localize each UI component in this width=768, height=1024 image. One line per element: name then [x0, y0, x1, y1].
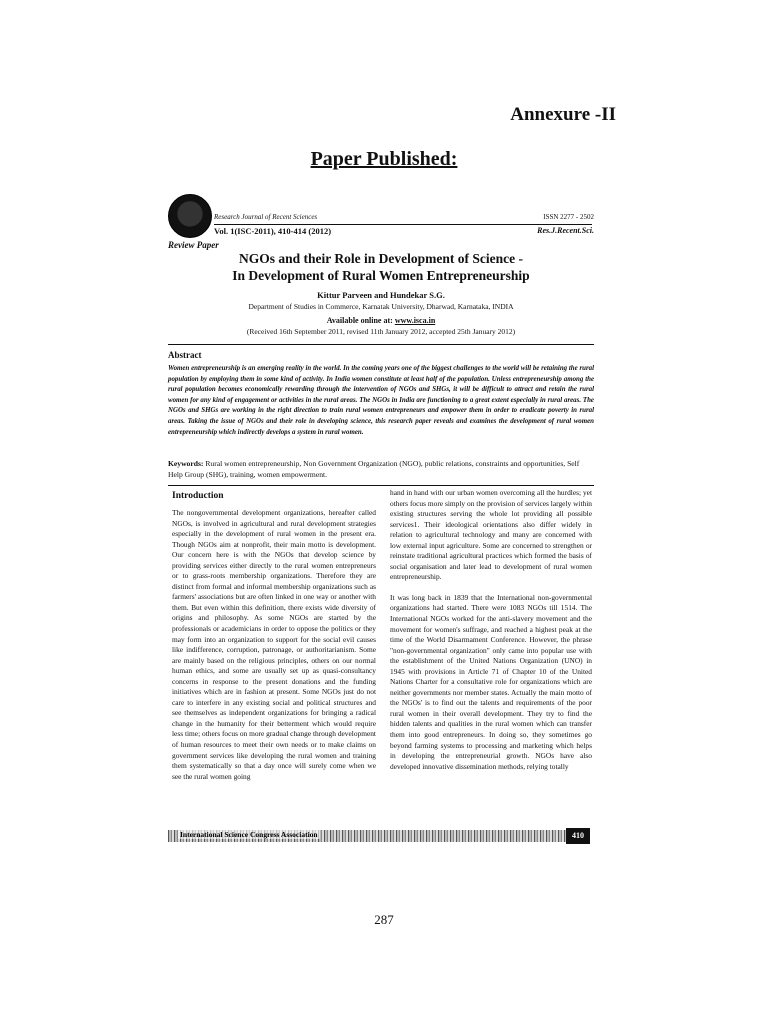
embedded-paper-page: [168, 190, 594, 842]
paper-title: [168, 250, 594, 284]
paper-authors: Kittur Parveen and Hundekar S.G.: [317, 290, 445, 300]
footer-text: International Science Congress Association: [180, 830, 318, 839]
journal-volume: Vol. 1(ISC-2011), 410-414 (2012): [214, 226, 332, 236]
abstract-top-rule: [168, 344, 594, 345]
journal-footer-bar: [168, 830, 578, 842]
body-paragraph: hand in hand with our urban women overcoming all the hurdles; yet others focus more simply on the provision of services largely within existing structures serving the whole lot providing all possible services1. Their ideological orientations also differ widely in relation to agricultural technology and many are concerned with low external input agriculture. Some are concerned to strengthen or reinstate traditional agricultural practices which formed the basis of social organisation and later lead to development of rural women entrepreneurship.: [390, 488, 592, 582]
review-paper-label: Review Paper: [168, 240, 219, 250]
journal-issn: ISSN 2277 - 2502: [543, 213, 594, 221]
received-dates: (Received 16th September 2011, revised 11th January 2012, accepted 25th January 2012): [246, 327, 516, 336]
journal-header-rule: [214, 224, 592, 225]
journal-seal-logo: [168, 194, 212, 238]
body-column-right: [390, 488, 592, 772]
keywords: [168, 458, 594, 480]
available-label: Available online at:: [326, 316, 393, 325]
keywords-text: Rural women entrepreneurship, Non Government Organization (NGO), public relations, constraints and opportunities, Self Help Group (SHG), training, women empowerment.: [168, 459, 580, 479]
journal-name: Research Journal of Recent Sciences: [214, 213, 318, 221]
available-online: [168, 316, 594, 325]
page-number: 287: [374, 912, 394, 927]
paper-title-line-1: NGOs and their Role in Development of Science -: [239, 251, 523, 266]
body-paragraph: It was long back in 1839 that the International non-governmental organizations had started. There were 1083 NGOs till 1514. The International NGOs worked for the anti-slavery movement and the movement for women's suffrage, and reached a highest peak at the time of the World Disarmament Conference. However, the phrase "non-governmental organization" only came into popular use with the establishment of the United Nations Organization (UNO) in 1945 with provisions in Article 71 of Chapter 10 of the United Nations Charter for a consultative role for organizations which are neither governments nor member states. Actually the main motto of the NGOs' is to find out the talents and requirements of the poor rural women in their overall development. They try to find the hidden talents and qualities in the rural women which can transfer them into good entrepreneurs. In doing so, they sometimes go beyond farming systems to processing and marketing which helps in developing the entrepreneurial growth. NGOs have also developed innovative dissemination methods, relying totally: [390, 592, 592, 771]
introduction-heading: Introduction: [172, 491, 224, 501]
annexure-label: Annexure -II: [510, 104, 616, 125]
inner-page-number: 410: [566, 828, 590, 844]
keywords-label: Keywords:: [168, 459, 204, 468]
abstract-heading: Abstract: [168, 350, 202, 360]
paper-title-line-2: In Development of Rural Women Entrepreneurship: [232, 268, 530, 283]
keywords-bottom-rule: [168, 485, 594, 486]
available-url[interactable]: www.isca.in: [394, 316, 436, 325]
paper-department: Department of Studies in Commerce, Karnatak University, Dharwad, Karnataka, INDIA: [248, 302, 514, 311]
journal-abbrev: Res.J.Recent.Sci.: [537, 226, 594, 235]
abstract-text: Women entrepreneurship is an emerging reality in the world. In the coming years one of the biggest challenges to the world will be retaining the rural population by employing them in some kind of activity. In India women constitute at least half of the population. Unless entrepreneurship among the rural population becomes economically rewarding through the intervention of NGOs and SHGs, it will be difficult to attract and retain the rural women for any kind of engagement or activities in the rural areas. The NGOs in India are functioning to a great extent especially in rural areas. The NGOs and SHGs are working in the right direction to train rural women entrepreneurs and empower them in order to eradicate poverty in rural areas. Taking the issue of NGOs and their role in developing science, this research paper reveals and examines the development of rural women entrepreneurship which indirectly develops a system in rural women.: [168, 365, 594, 436]
body-column-left: The nongovernmental development organizations, hereafter called NGOs, is involved in agricultural and rural development strategies especially in the development of rural women in the present era. Though NGOs aim at nonprofit, their main motto is development. Our concern here is with the NGOs that develop science by providing services either directly to the rural women entrepreneurs or to grass-roots membership organizations. Therefore they are distinct from formal and informal membership organizations such as farmers' associations but are often linked in one way or another with them. But even within this definition, there exists wide diversity of origins and philosophy. As some NGOs are started by the professionals or academicians in order to oppose the politics or they may form into an organization to support for the social evil causes like indifference, corruption, patronage, or authoritarianism. Some are mainly based on the religious principles, others on our normal human ethics, and some are usually set up as quasi-consultancy concerns in response to the present donations and the funding initiatives which are in fashion at present. Some NGOs just do not care to interfere in any existing social and political structures and see themselves as independent organizations for bringing a radical change in the humanity for their betterment which would require less time; others focus on more gradual change through development of human resources to meet their own needs or to make claims on government services like developing the rural women and training them systematically so that a day once will surely come when we see the rural women going: [172, 508, 376, 781]
section-heading: Paper Published:: [310, 148, 458, 170]
